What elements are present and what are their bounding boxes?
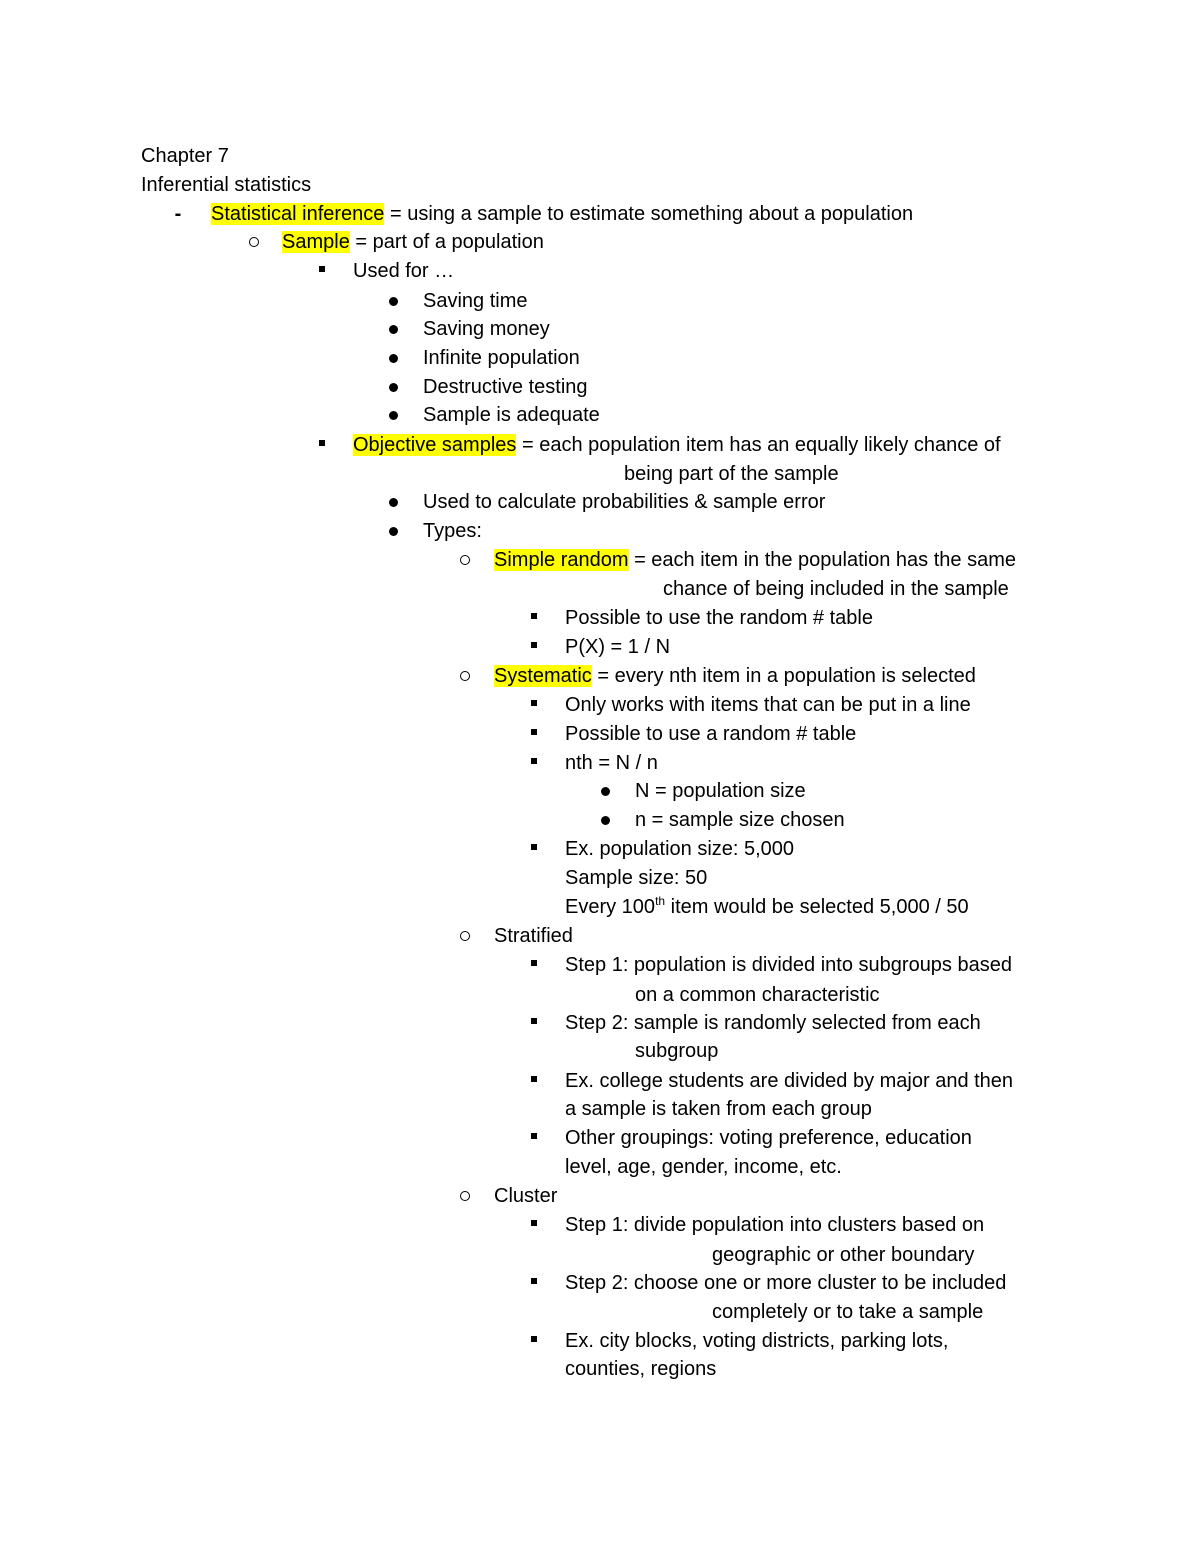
hollow-circle-bullet [460, 931, 470, 941]
example-text: Ex. population size: 5,000 [565, 838, 795, 860]
square-bullet [531, 1220, 537, 1226]
sample-line [282, 228, 544, 256]
list-item: Saving money [423, 318, 550, 340]
statistical-inference-line [211, 200, 913, 228]
list-item: Step 1: divide population into clusters based on [565, 1214, 985, 1236]
square-bullet [531, 642, 537, 648]
highlight-term: Simple random [494, 549, 629, 571]
definition-continued: chance of being included in the sample [663, 578, 1009, 600]
types-label: Types: [423, 520, 482, 542]
filled-dot-bullet [389, 354, 398, 363]
list-item-continued: subgroup [635, 1040, 719, 1062]
definition-continued: being part of the sample [624, 463, 839, 485]
square-bullet [531, 758, 537, 764]
example-text-part: item would be selected 5,000 / 50 [665, 896, 969, 918]
formula-text: P(X) = 1 / N [565, 636, 671, 658]
example-text-part: Every 100 [565, 896, 656, 918]
list-item: Ex. college students are divided by major and then [565, 1070, 1014, 1092]
list-item: Only works with items that can be put in a line [565, 694, 971, 716]
definition-text: = each population item has an equally likely chance of [516, 434, 1001, 456]
list-item-continued: completely or to take a sample [712, 1301, 984, 1323]
square-bullet [531, 1133, 537, 1139]
cluster-label: Cluster [494, 1185, 558, 1207]
highlight-term: Objective samples [353, 434, 517, 456]
list-item: Used to calculate probabilities & sample error [423, 491, 826, 513]
square-bullet [531, 1076, 537, 1082]
example-text: Sample size: 50 [565, 867, 708, 889]
list-item-continued: counties, regions [565, 1358, 717, 1380]
square-bullet [531, 1278, 537, 1284]
filled-dot-bullet [389, 325, 398, 334]
filled-dot-bullet [389, 527, 398, 536]
list-item: Step 2: sample is randomly selected from each [565, 1012, 981, 1034]
list-item: Saving time [423, 290, 528, 312]
hollow-circle-bullet [249, 237, 259, 247]
list-item: Possible to use a random # table [565, 723, 857, 745]
highlight-term: Sample [282, 231, 350, 253]
stratified-label: Stratified [494, 925, 573, 947]
list-item: Other groupings: voting preference, education [565, 1127, 972, 1149]
chapter-title: Chapter 7 [141, 145, 229, 167]
square-bullet [531, 729, 537, 735]
definition-text: = every nth item in a population is selected [591, 665, 976, 687]
square-bullet [319, 266, 325, 272]
list-item-continued: level, age, gender, income, etc. [565, 1156, 842, 1178]
highlight-term: Systematic [494, 665, 592, 687]
square-bullet [531, 1018, 537, 1024]
list-item: Possible to use the random # table [565, 607, 873, 629]
formula-text: nth = N / n [565, 752, 658, 774]
used-for-label: Used for … [353, 260, 455, 282]
highlight-term: Statistical inference [211, 203, 385, 225]
square-bullet [531, 960, 537, 966]
list-item-continued: on a common characteristic [635, 984, 880, 1006]
list-item: N = population size [635, 780, 806, 802]
square-bullet [319, 440, 325, 446]
list-item: Destructive testing [423, 376, 588, 398]
objective-samples-line [353, 431, 1001, 459]
filled-dot-bullet [601, 816, 610, 825]
list-item: Ex. city blocks, voting districts, parking lots, [565, 1330, 949, 1352]
square-bullet [531, 700, 537, 706]
hollow-circle-bullet [460, 671, 470, 681]
list-item-continued: a sample is taken from each group [565, 1098, 872, 1120]
list-item: Step 1: population is divided into subgroups based [565, 954, 1012, 976]
square-bullet [531, 844, 537, 850]
filled-dot-bullet [389, 498, 398, 507]
filled-dot-bullet [389, 383, 398, 392]
filled-dot-bullet [389, 411, 398, 420]
definition-text: = part of a population [349, 231, 544, 253]
definition-text: = each item in the population has the same [628, 549, 1016, 571]
section-heading: Inferential statistics [141, 174, 312, 196]
filled-dot-bullet [389, 297, 398, 306]
hollow-circle-bullet [460, 1191, 470, 1201]
square-bullet [531, 1336, 537, 1342]
definition-text: = using a sample to estimate something about a population [384, 203, 914, 225]
superscript: th [655, 894, 666, 908]
list-item: Infinite population [423, 347, 580, 369]
filled-dot-bullet [601, 787, 610, 796]
dash-bullet: - [174, 203, 182, 225]
simple-random-line [494, 546, 1016, 574]
list-item: Step 2: choose one or more cluster to be included [565, 1272, 1007, 1294]
list-item: n = sample size chosen [635, 809, 845, 831]
hollow-circle-bullet [460, 555, 470, 565]
example-text [565, 893, 969, 921]
list-item-continued: geographic or other boundary [712, 1244, 975, 1266]
list-item: Sample is adequate [423, 404, 600, 426]
systematic-line [494, 662, 976, 690]
square-bullet [531, 613, 537, 619]
